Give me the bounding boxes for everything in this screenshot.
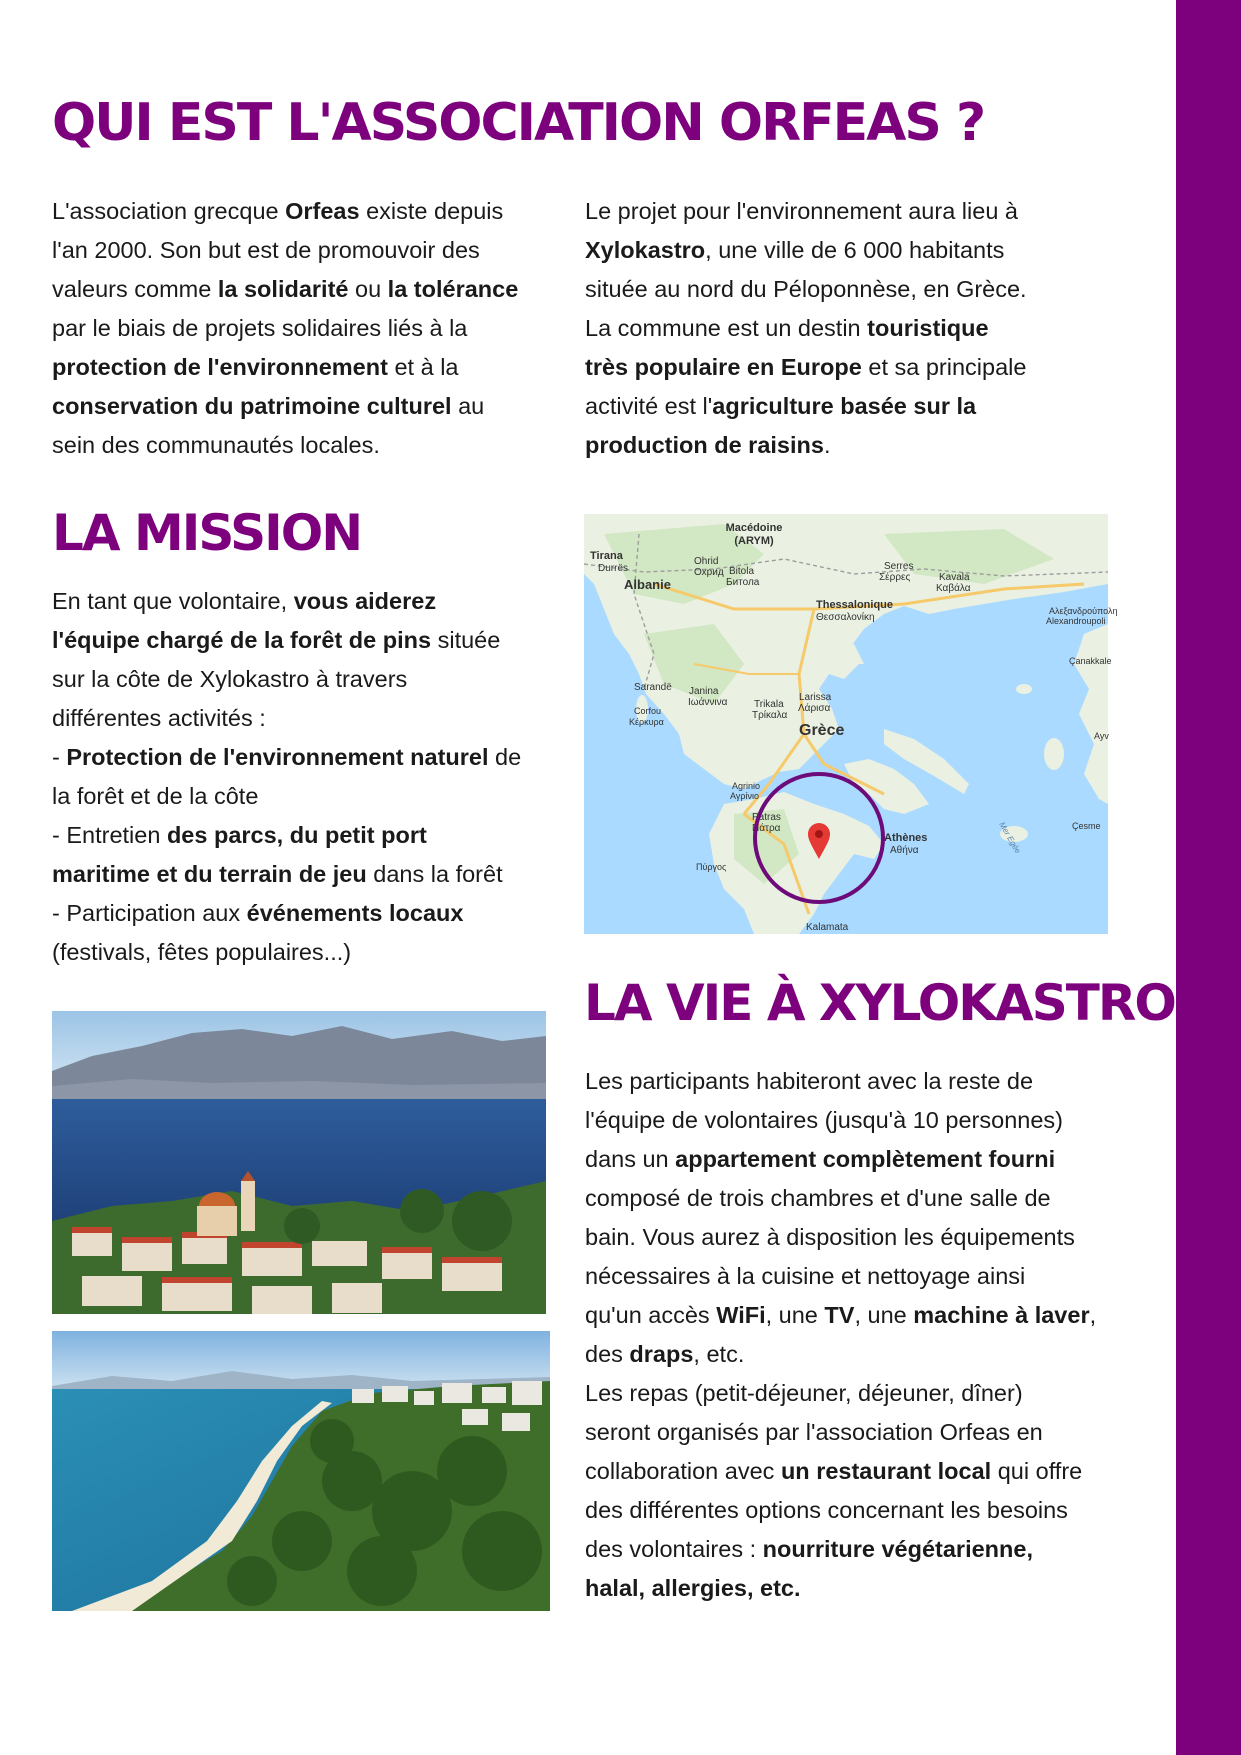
map-label-thessalonique: Thessalonique (816, 599, 894, 611)
bold-run: Orfeas (285, 198, 360, 224)
text-run: qu'un accès (585, 1302, 717, 1328)
text-run: Les participants habiteront avec la reste de (585, 1068, 1034, 1094)
text-line (585, 192, 1027, 231)
map-label-tirana: Tirana (590, 550, 623, 562)
text-run: au (451, 393, 485, 419)
map-label-alexandroupoli-lat: Alexandroupoli (1046, 616, 1106, 626)
text-run: nécessaires à la cuisine et nettoyage ainsi (585, 1263, 1026, 1289)
text-run: de (488, 744, 522, 770)
text-run: l'an 2000. Son but est de promouvoir des (52, 237, 480, 263)
mission-paragraph (52, 582, 521, 972)
text-run: des différentes options concernant les besoins (585, 1497, 1068, 1523)
bold-run: l'équipe chargé de la forêt de pins (52, 627, 432, 653)
text-run: En tant que volontaire, (52, 588, 294, 614)
map-label-serres: Serres (884, 561, 914, 572)
map-label-macedoine: Macédoine (725, 522, 783, 534)
text-line (52, 660, 521, 699)
life-paragraph (585, 1062, 1096, 1608)
map-label-cesme: Çesme (1072, 821, 1101, 831)
text-run: activité est l' (585, 393, 713, 419)
map-label-pyrgos: Πύργος (696, 862, 727, 872)
text-line (52, 270, 518, 309)
text-run: différentes activités : (52, 705, 266, 731)
text-run: par le biais de projets solidaires liés à la (52, 315, 468, 341)
bold-run: Xylokastro (585, 237, 706, 263)
map-label-ohrid: Ohrid (694, 556, 719, 567)
life-heading: LA VIE À XYLOKASTRO (584, 974, 1175, 1032)
text-run: La commune est un destin (585, 315, 868, 341)
text-line (585, 1257, 1096, 1296)
map-label-patras-gr: Πάτρα (752, 823, 781, 834)
text-line (585, 1374, 1096, 1413)
text-line (52, 699, 521, 738)
text-line (585, 309, 1027, 348)
text-run: seront organisés par l'association Orfeas en (585, 1419, 1043, 1445)
mission-heading: LA MISSION (52, 504, 362, 562)
text-run: la forêt et de la côte (52, 783, 259, 809)
map-label-thessalonique-gr: Θεσσαλονίκη (816, 612, 875, 623)
text-line (585, 1452, 1096, 1491)
text-run: . (823, 432, 831, 458)
bold-run: maritime et du terrain de jeu (52, 861, 367, 887)
map-label-trikala: Trikala (754, 699, 784, 710)
intro-right-paragraph (585, 192, 1027, 465)
text-line (585, 387, 1027, 426)
text-line (585, 1179, 1096, 1218)
text-line (52, 621, 521, 660)
map-label-larissa: Larissa (799, 692, 832, 703)
text-run: - Participation aux (52, 900, 247, 926)
text-line (52, 894, 521, 933)
map-label-agrinio-gr: Αγρίνιο (730, 791, 759, 801)
greece-map (584, 514, 1118, 934)
text-line (52, 855, 521, 894)
map-label-alexandroupoli: Αλεξανδρούπολη (1049, 606, 1118, 616)
bold-run: touristique (867, 315, 989, 341)
map-label-ioannina: Janina (689, 686, 719, 697)
text-run: , une (854, 1302, 914, 1328)
map-label-ohrid-gr: Охрид (694, 567, 724, 578)
photo-town-coast (52, 1011, 546, 1314)
text-run: sur la côte de Xylokastro à travers (52, 666, 408, 692)
text-line (585, 426, 1027, 465)
map-label-ioannina-gr: Ιωάννινα (688, 697, 728, 708)
text-run: sein des communautés locales. (52, 432, 380, 458)
map-label-sarande: Sarandë (634, 682, 672, 693)
map-label-agrinio: Agrinio (732, 781, 761, 791)
map-label-ayvalik: Ayv (1094, 731, 1109, 741)
text-line (52, 348, 518, 387)
text-line (52, 309, 518, 348)
purple-side-band (1176, 0, 1241, 1755)
map-label-bitola: Bitola (729, 566, 755, 577)
text-line (52, 231, 518, 270)
photo-beach-forest (52, 1331, 550, 1611)
text-run: située au nord du Péloponnèse, en Grèce. (585, 276, 1027, 302)
text-run: Les repas (petit-déjeuner, déjeuner, dîner) (585, 1380, 1023, 1406)
text-run: Le projet pour l'environnement aura lieu à (585, 198, 1018, 224)
text-line (52, 192, 518, 231)
map-label-trikala-gr: Τρίκαλα (752, 710, 788, 721)
map-label-bitola-gr: Битола (726, 577, 760, 588)
text-line (585, 1140, 1096, 1179)
text-line (52, 738, 521, 777)
bold-run: halal, allergies, etc. (585, 1575, 801, 1601)
text-run: dans la forêt (366, 861, 503, 887)
text-run: des (585, 1341, 630, 1367)
text-run: , une ville de 6 000 habitants (705, 237, 1005, 263)
bold-run: des parcs, du petit port (166, 822, 427, 848)
bold-run: WiFi (716, 1302, 766, 1328)
text-run: - Entretien (52, 822, 167, 848)
text-line (585, 1335, 1096, 1374)
bold-run: nourriture végétarienne, (762, 1536, 1033, 1562)
map-label-serres-gr: Σέρρες (879, 572, 911, 583)
map-label-mer-egee: Mer Egée (997, 820, 1023, 856)
text-run: des volontaires : (585, 1536, 763, 1562)
text-run: existe depuis (359, 198, 504, 224)
bold-run: vous aiderez (293, 588, 437, 614)
bold-run: très populaire en Europe (585, 354, 862, 380)
text-run: ou (348, 276, 388, 302)
map-label-albanie: Albanie (624, 577, 671, 592)
text-run: , une (765, 1302, 825, 1328)
text-run: l'équipe de volontaires (jusqu'à 10 personnes) (585, 1107, 1063, 1133)
text-run: , (1089, 1302, 1097, 1328)
text-line (585, 270, 1027, 309)
text-run: - (52, 744, 67, 770)
map-label-athenes: Athènes (884, 832, 928, 844)
bold-run: événements locaux (246, 900, 464, 926)
text-line (585, 1218, 1096, 1257)
text-line (585, 231, 1027, 270)
text-line (585, 1101, 1096, 1140)
bold-run: Protection de l'environnement naturel (66, 744, 489, 770)
text-line (52, 582, 521, 621)
text-line (585, 1296, 1096, 1335)
text-run: bain. Vous aurez à disposition les équipements (585, 1224, 1075, 1250)
text-run: dans un (585, 1146, 676, 1172)
bold-run: la solidarité (217, 276, 349, 302)
bold-run: la tolérance (387, 276, 519, 302)
text-run: valeurs comme (52, 276, 218, 302)
map-label-athenes-gr: Αθήνα (890, 845, 919, 856)
map-label-larissa-gr: Λάρισα (798, 703, 831, 714)
map-label-durres: Durrës (598, 563, 629, 574)
text-line (52, 426, 518, 465)
text-line (52, 816, 521, 855)
bold-run: protection de l'environnement (52, 354, 388, 380)
bold-run: un restaurant local (780, 1458, 992, 1484)
text-line (585, 1491, 1096, 1530)
text-run: composé de trois chambres et d'une salle de (585, 1185, 1051, 1211)
text-run: qui offre (991, 1458, 1083, 1484)
map-label-canakkale: Çanakkale (1069, 656, 1112, 666)
bold-run: machine à laver (913, 1302, 1090, 1328)
page-title: QUI EST L'ASSOCIATION ORFEAS ? (52, 93, 985, 153)
text-run: et sa principale (861, 354, 1027, 380)
text-run: , etc. (693, 1341, 745, 1367)
text-run: (festivals, fêtes populaires...) (52, 939, 352, 965)
text-line (585, 1530, 1096, 1569)
text-line (585, 1062, 1096, 1101)
text-line (585, 348, 1027, 387)
text-run: collaboration avec (585, 1458, 781, 1484)
text-line (585, 1413, 1096, 1452)
bold-run: draps (629, 1341, 694, 1367)
intro-left-paragraph (52, 192, 518, 465)
text-run: située (431, 627, 501, 653)
text-run: et à la (387, 354, 459, 380)
bold-run: appartement complètement fourni (675, 1146, 1056, 1172)
bold-run: agriculture basée sur la (712, 393, 977, 419)
map-label-corfou-gr: Κέρκυρα (629, 717, 664, 727)
map-label-kavala: Kavala (939, 572, 970, 583)
map-label-corfou: Corfou (634, 706, 662, 716)
bold-run: production de raisins (585, 432, 824, 458)
map-label-kalamata: Kalamata (806, 922, 849, 933)
map-label-patras: Patras (752, 812, 781, 823)
bold-run: TV (824, 1302, 855, 1328)
text-line (52, 387, 518, 426)
text-run: L'association grecque (52, 198, 286, 224)
text-line (52, 777, 521, 816)
bold-run: conservation du patrimoine culturel (52, 393, 452, 419)
map-label-grece: Grèce (799, 722, 845, 739)
text-line (585, 1569, 1096, 1608)
map-label-kavala-gr: Καβάλα (936, 583, 971, 594)
map-label-arym: (ARYM) (734, 535, 774, 547)
text-line (52, 933, 521, 972)
